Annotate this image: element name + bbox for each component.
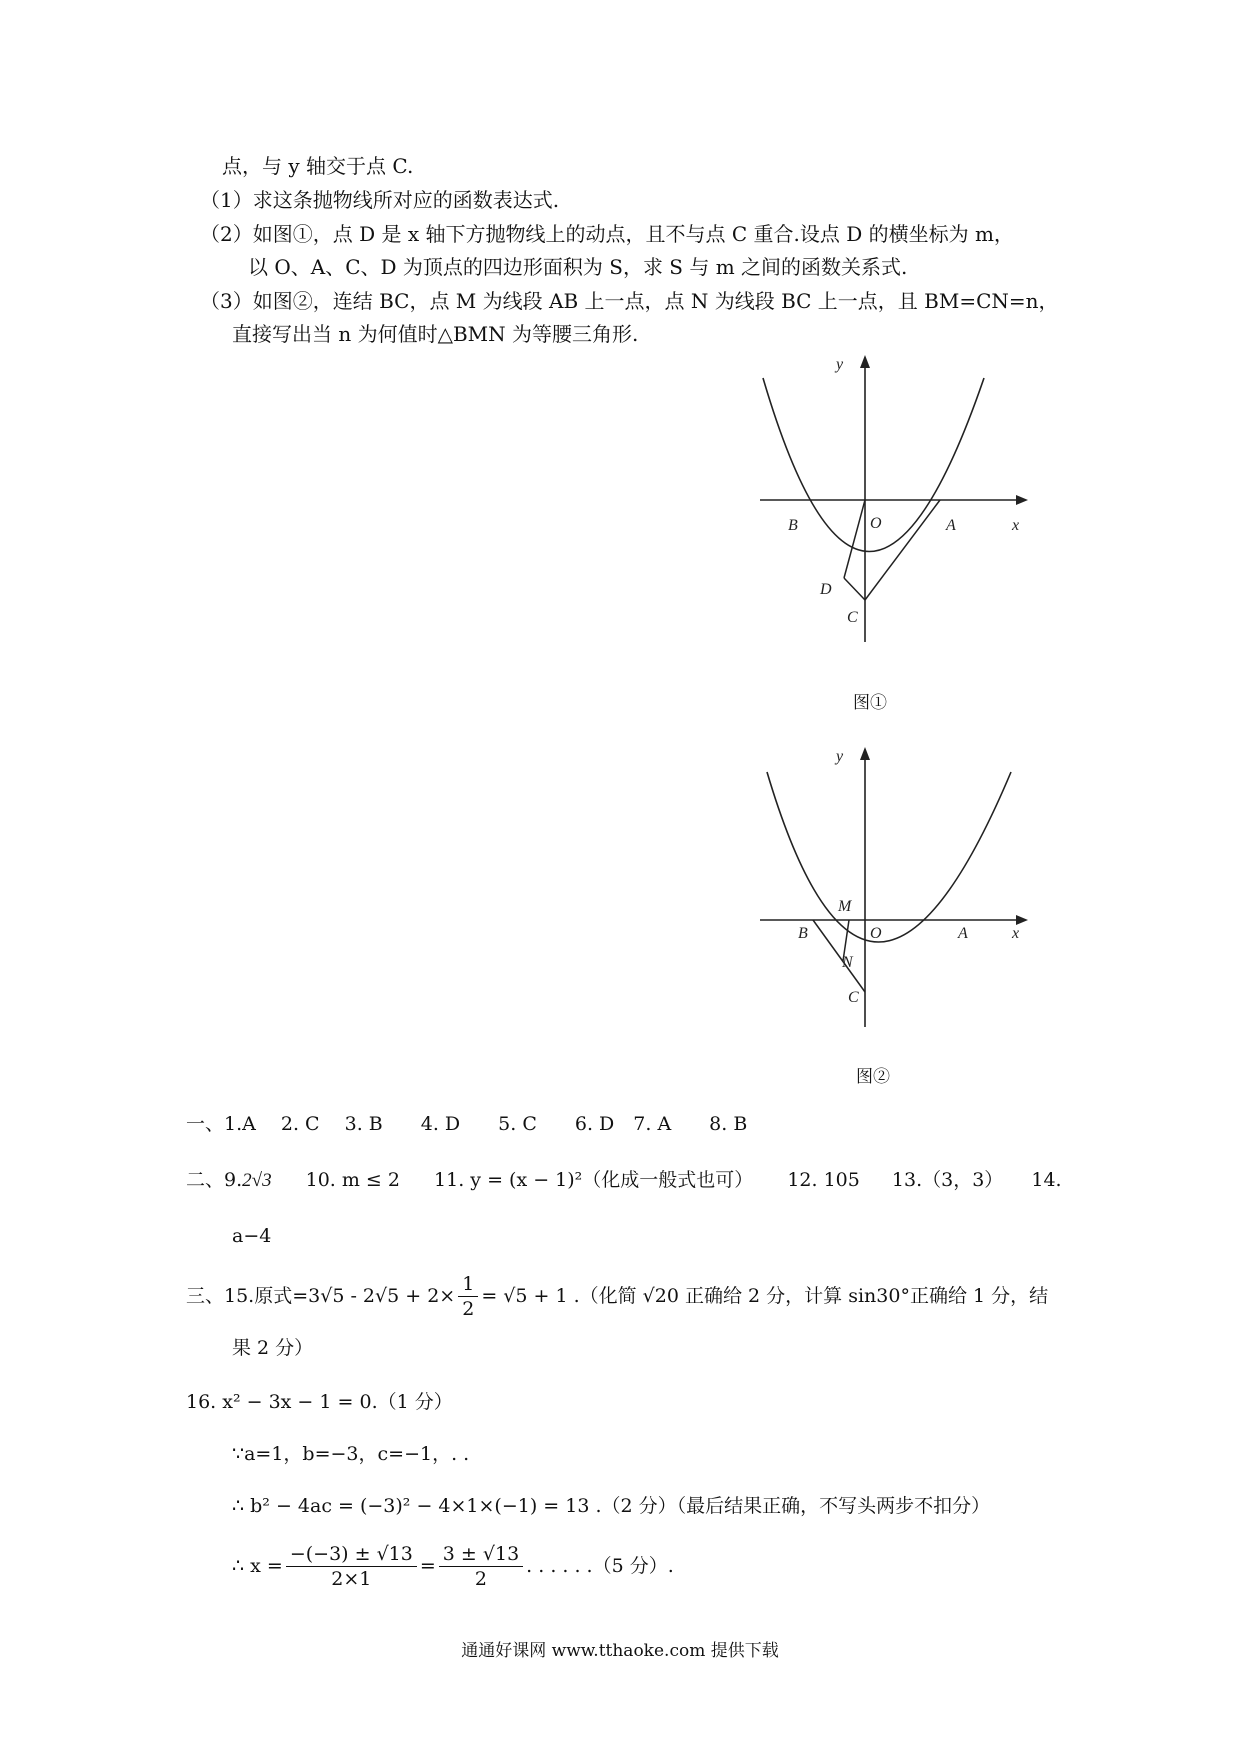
equals-sign: = [419,1555,436,1577]
label-N: N [842,954,853,971]
x-axis-arrow [1016,495,1028,505]
fraction-numerator: 1 [458,1272,478,1297]
figure-1-caption: 图① [853,693,887,713]
answers-section-2 [186,1166,1062,1195]
answer-15-part-a: 三、15.原式=3√5 - 2√5 + 2× [186,1285,456,1307]
x-equals: ∴ x = [232,1555,283,1577]
figure-1 [740,350,1040,650]
segment-BC [813,920,865,992]
parabola [767,772,1011,942]
label-M: M [838,898,852,915]
y-axis-arrow [860,355,870,368]
answer-13: 13.（3，3） [891,1169,1004,1191]
answer-14-value: a−4 [232,1225,272,1247]
label-B: B [788,517,798,534]
label-O: O [870,925,882,942]
question-part-2b: 以 O、A、C、D 为顶点的四边形面积为 S，求 S 与 m 之间的函数关系式. [248,255,908,279]
fraction-2-numerator: 3 ± √13 [439,1542,523,1567]
fraction-2 [439,1542,523,1591]
label-x: x [1012,925,1020,942]
answer-15-part-c: 果 2 分） [232,1337,314,1359]
fraction-1 [286,1542,417,1591]
label-D: D [820,581,832,598]
segment-DC [844,578,865,600]
label-C: C [847,609,858,626]
answer-11: 11. y = (x − 1)²（化成一般式也可） [434,1169,754,1191]
fraction-2-denominator: 2 [474,1567,488,1590]
answer-9: 2√3 [242,1170,272,1191]
label-C: C [848,989,859,1006]
answer-12: 12. 105 [787,1169,860,1191]
y-axis-arrow [860,747,870,760]
segment-OD [844,500,865,578]
fraction-1-denominator: 2×1 [331,1567,372,1590]
answer-16-line-3: ∴ b² − 4ac = (−3)² − 4×1×(−1) = 13 .（2 分）（最后结果正确，不写头两步不扣分） [232,1495,991,1517]
label-A: A [946,517,956,534]
question-part-3a: （3）如图②，连结 BC，点 M 为线段 AB 上一点，点 N 为线段 BC 上一点，且 BM=CN=n， [200,289,1059,313]
answer-16-line-4 [232,1536,674,1596]
figure-2 [740,742,1040,1032]
answers-section-1: 一、1.A 2. C 3. B 4. D 5. C 6. D 7. A 8. B [186,1113,748,1135]
label-x: x [1012,517,1020,534]
answer-14-label: 14. [1031,1169,1062,1191]
answer-15-part-b: = √5 + 1 .（化简 √20 正确给 2 分，计算 sin30°正确给 1 分，结 [481,1285,1049,1307]
score-note: . . . . . .（5 分）. [526,1555,674,1577]
answer-10: 10. m ≤ 2 [305,1169,400,1191]
fraction-denominator: 2 [462,1297,475,1320]
label-O: O [870,515,882,532]
answer-16-line-1: 16. x² − 3x − 1 = 0.（1 分） [186,1391,453,1413]
figure-2-caption: 图② [856,1067,890,1087]
question-part-2a: （2）如图①，点 D 是 x 轴下方抛物线上的动点，且不与点 C 重合.设点 D 的横坐标为 m， [200,222,1014,246]
fraction-one-half [458,1272,478,1321]
label-y: y [836,356,844,373]
label-y: y [836,748,844,765]
label-A: A [958,925,968,942]
question-part-3b: 直接写出当 n 为何值时△BMN 为等腰三角形. [232,322,639,346]
section-2-prefix: 二、9. [186,1169,243,1191]
question-part-1: （1）求这条抛物线所对应的函数表达式. [200,188,560,212]
fraction-1-numerator: −(−3) ± √13 [286,1542,417,1567]
x-axis-arrow [1016,915,1028,925]
label-B: B [798,925,808,942]
page-footer: 通通好课网 www.tthaoke.com 提供下载 [461,1641,779,1661]
question-line-0: 点，与 y 轴交于点 C. [222,154,414,178]
answer-16-line-2: ∵a=1，b=−3，c=−1，. . [232,1443,470,1465]
answers-section-3 [186,1268,1048,1324]
